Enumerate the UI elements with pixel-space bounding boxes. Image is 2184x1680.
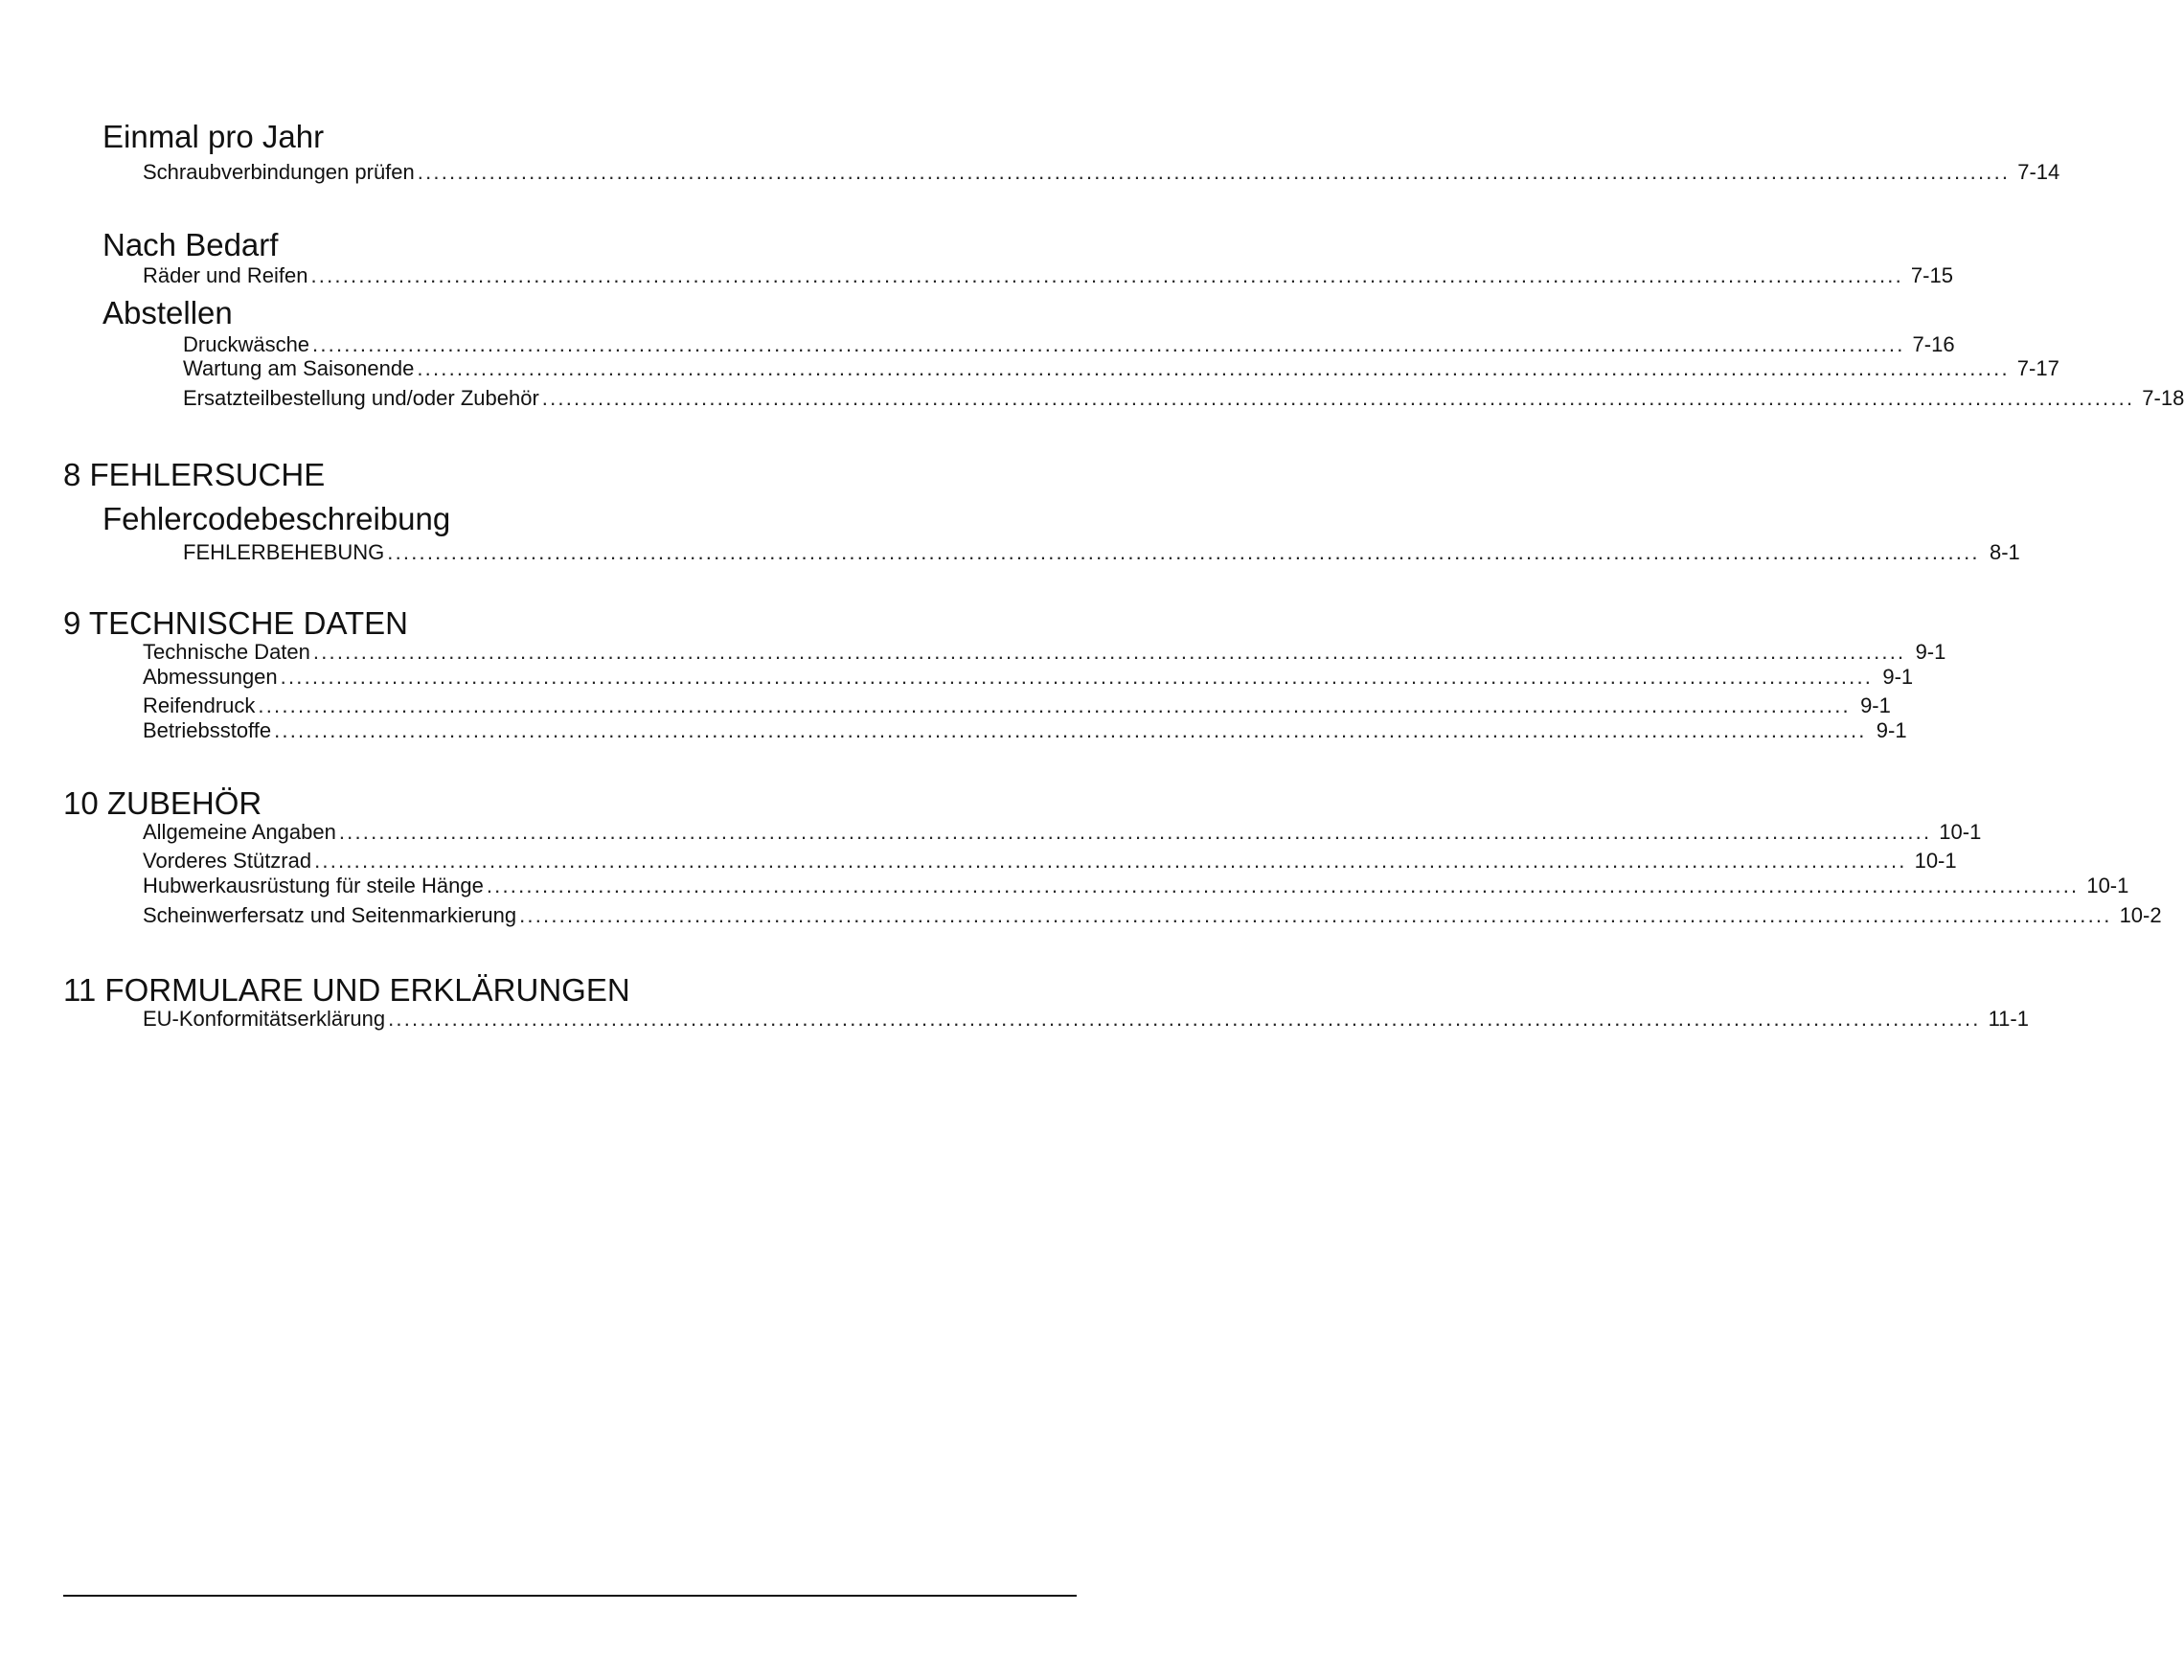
- toc-entry[interactable]: [143, 849, 1957, 874]
- chapter-heading-9: 9 TECHNISCHE DATEN: [63, 605, 409, 641]
- toc-entry[interactable]: [183, 540, 2020, 565]
- footer-rule: [63, 1595, 1077, 1597]
- toc-entry-label: Schraubverbindungen prüfen: [143, 160, 415, 184]
- leader-dots: ........................................................................................................................................................................................................: [417, 356, 2010, 380]
- toc-entry-label: Scheinwerfersatz und Seitenmarkierung: [143, 903, 517, 927]
- toc-entry-label: Abmessungen: [143, 665, 278, 689]
- toc-entry[interactable]: [143, 263, 1953, 288]
- toc-entry-label: Technische Daten: [143, 640, 310, 664]
- toc-entry[interactable]: [143, 693, 1891, 718]
- toc-entry-page: 11-1: [1988, 1007, 2029, 1031]
- toc-entry-page: 7-18: [2142, 386, 2184, 410]
- chapter-heading-8: 8 FEHLERSUCHE: [63, 457, 326, 492]
- leader-dots: ........................................................................................................................................................................................................: [519, 903, 2112, 927]
- toc-entry-label: Hubwerkausrüstung für steile Hänge: [143, 874, 484, 897]
- leader-dots: ........................................................................................................................................................................................................: [312, 640, 1906, 664]
- section-heading-abstellen: Abstellen: [102, 295, 233, 330]
- toc-entry-label: Wartung am Saisonende: [183, 356, 415, 380]
- leader-dots: ........................................................................................................................................................................................................: [486, 874, 2080, 897]
- leader-dots: ........................................................................................................................................................................................................: [417, 160, 2011, 184]
- toc-entry-label: Räder und Reifen: [143, 263, 308, 287]
- leader-dots: ........................................................................................................................................................................................................: [388, 1007, 1981, 1031]
- section-heading-einmal-pro-jahr: Einmal pro Jahr: [102, 119, 325, 154]
- toc-entry[interactable]: [183, 386, 2184, 411]
- leader-dots: ........................................................................................................................................................................................................: [280, 665, 1874, 689]
- leader-dots: ........................................................................................................................................................................................................: [310, 263, 1903, 287]
- toc-entry-page: 9-1: [1876, 718, 1907, 742]
- toc-entry-page: 10-1: [1914, 849, 1957, 873]
- toc-entry[interactable]: [143, 903, 2162, 928]
- toc-entry-page: 10-1: [2086, 874, 2129, 897]
- toc-entry[interactable]: [143, 1007, 2029, 1032]
- leader-dots: ........................................................................................................................................................................................................: [274, 718, 1867, 742]
- toc-entry[interactable]: [143, 718, 1907, 743]
- leader-dots: ........................................................................................................................................................................................................: [258, 693, 1851, 717]
- section-heading-nach-bedarf: Nach Bedarf: [102, 227, 279, 262]
- toc-entry-page: 9-1: [1882, 665, 1914, 689]
- toc-entry[interactable]: [143, 640, 1946, 665]
- toc-entry[interactable]: [183, 356, 2059, 381]
- leader-dots: ........................................................................................................................................................................................................: [541, 386, 2135, 410]
- toc-entry-page: 7-15: [1910, 263, 1953, 287]
- toc-entry-page: 7-17: [2016, 356, 2059, 380]
- toc-entry-label: Ersatzteilbestellung und/oder Zubehör: [183, 386, 539, 410]
- leader-dots: ........................................................................................................................................................................................................: [387, 540, 1980, 564]
- toc-entry-label: EU-Konformitätserklärung: [143, 1007, 386, 1031]
- toc-entry-page: 10-1: [1939, 820, 1982, 844]
- toc-entry-label: FEHLERBEHEBUNG: [183, 540, 385, 564]
- leader-dots: ........................................................................................................................................................................................................: [312, 332, 1905, 356]
- leader-dots: ........................................................................................................................................................................................................: [314, 849, 1907, 873]
- toc-entry-page: 9-1: [1860, 693, 1891, 717]
- section-heading-fehlercodebeschreibung: Fehlercodebeschreibung: [102, 501, 451, 536]
- chapter-heading-10: 10 ZUBEHÖR: [63, 785, 262, 821]
- chapter-heading-11: 11 FORMULARE UND ERKLÄRUNGEN: [63, 972, 630, 1008]
- leader-dots: ........................................................................................................................................................................................................: [338, 820, 1932, 844]
- toc-entry-page: 10-2: [2119, 903, 2162, 927]
- toc-entry-label: Allgemeine Angaben: [143, 820, 336, 844]
- toc-entry[interactable]: [143, 820, 1982, 845]
- toc-entry-label: Druckwäsche: [183, 332, 310, 356]
- toc-entry[interactable]: [183, 332, 1955, 357]
- toc-entry-page: 8-1: [1989, 540, 2020, 564]
- toc-entry-page: 9-1: [1915, 640, 1946, 664]
- toc-entry[interactable]: [143, 665, 1914, 690]
- toc-entry-page: 7-16: [1912, 332, 1955, 356]
- toc-entry[interactable]: [143, 160, 2060, 185]
- toc-entry-label: Vorderes Stützrad: [143, 849, 312, 873]
- toc-entry-label: Betriebsstoffe: [143, 718, 272, 742]
- toc-entry[interactable]: [143, 874, 2129, 898]
- toc-entry-page: 7-14: [2017, 160, 2060, 184]
- toc-entry-label: Reifendruck: [143, 693, 256, 717]
